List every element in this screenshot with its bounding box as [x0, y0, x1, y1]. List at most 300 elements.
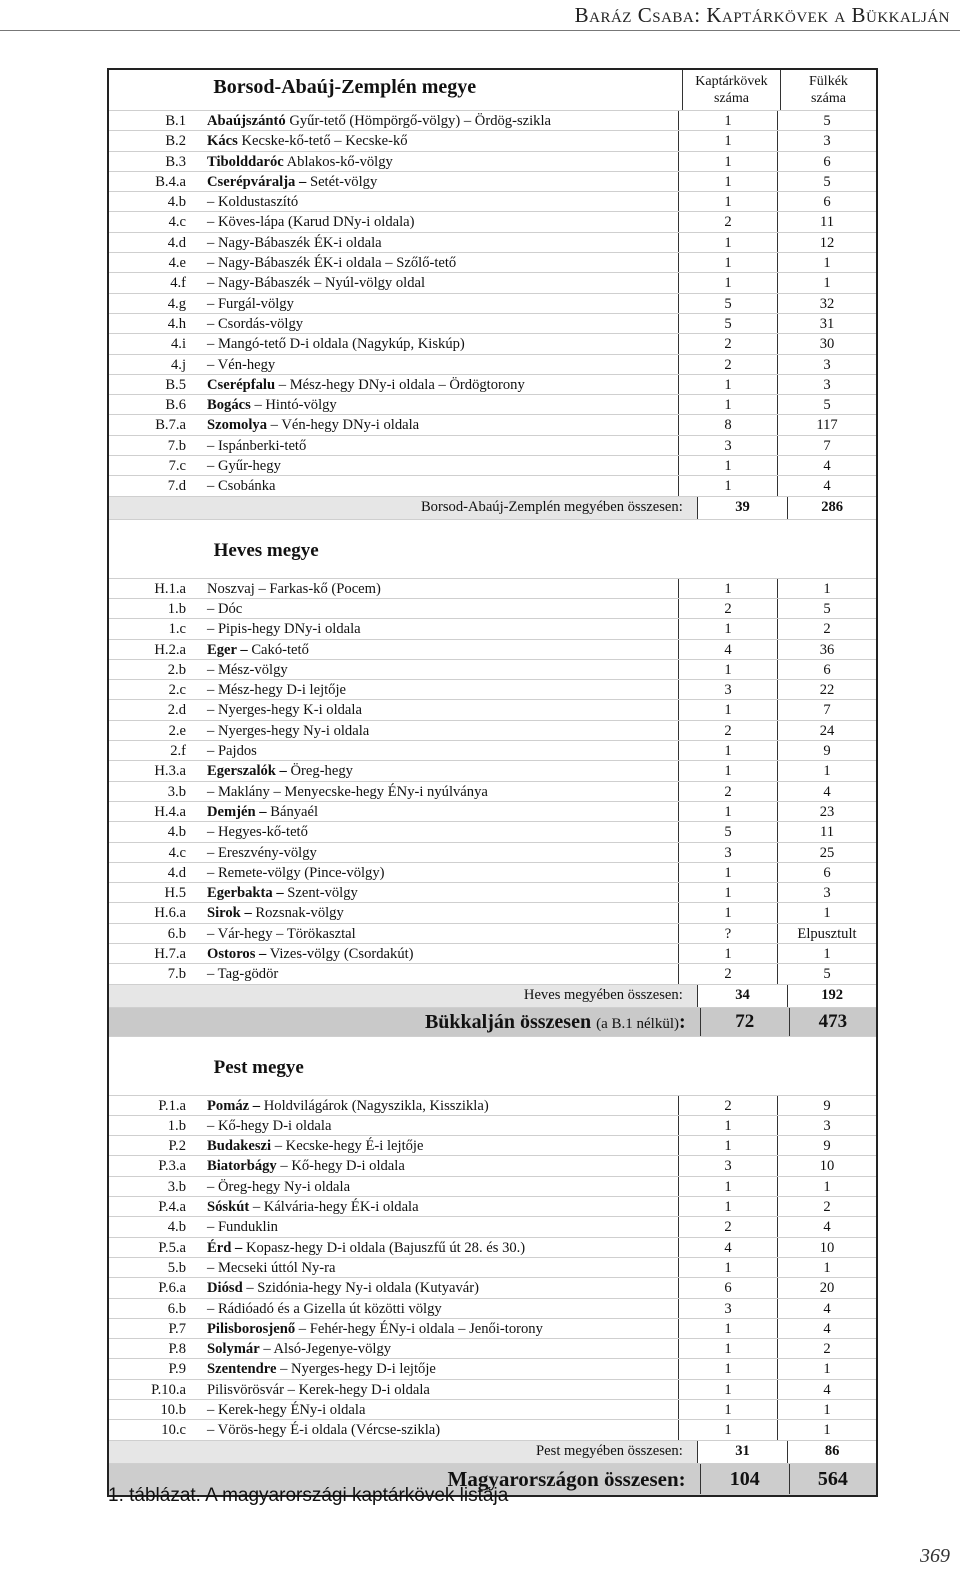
- row-niche: 1: [823, 255, 831, 272]
- row-site: – Nyerges-hegy Ny-i oldala: [207, 722, 370, 739]
- row-location: [195, 1380, 678, 1399]
- row-code: B.2: [165, 133, 186, 150]
- row-niche: 11: [819, 824, 835, 841]
- row-niche: 5: [823, 397, 831, 414]
- row-place: Solymár: [207, 1341, 260, 1358]
- row-location: [195, 964, 678, 983]
- row-location: [195, 1420, 678, 1439]
- table-row: [109, 233, 876, 253]
- row-location: [195, 314, 678, 333]
- row-location: [195, 233, 678, 252]
- row-count: 2: [678, 355, 778, 374]
- row-niche: 1: [823, 1422, 831, 1439]
- col-header-count-line1: Kaptárkövek: [695, 74, 768, 89]
- table-row: [109, 863, 876, 883]
- row-code: 1.c: [168, 621, 186, 638]
- row-site: – Szidónia-hegy Ny-i oldala (Kutyavár): [246, 1280, 479, 1297]
- row-location: [195, 1278, 678, 1297]
- row-niche: 2: [823, 621, 831, 638]
- row-code: P.8: [168, 1341, 186, 1358]
- row-site: – Mész-völgy: [207, 661, 288, 678]
- col-header-niche: [781, 70, 876, 110]
- grand-total-niche: 564: [790, 1464, 876, 1494]
- row-code: 4.b: [167, 1219, 186, 1236]
- row-site: – Hegyes-kő-tető: [207, 824, 308, 841]
- row-niche: 20: [819, 1280, 835, 1297]
- row-location: [195, 1339, 678, 1358]
- row-site: Noszvaj – Farkas-kő (Pocem): [207, 580, 381, 597]
- table-row: [109, 964, 876, 984]
- county-section-heading: [109, 1037, 876, 1096]
- table-row: [109, 1299, 876, 1319]
- row-place: Demjén –: [207, 803, 267, 820]
- row-niche: 1: [823, 1259, 831, 1276]
- row-niche: 11: [819, 214, 835, 231]
- row-code: 4.j: [171, 356, 186, 373]
- row-niche: 6: [823, 194, 831, 211]
- row-location: [195, 619, 678, 638]
- row-site: – Csordás-völgy: [207, 315, 304, 332]
- row-count: 2: [678, 964, 778, 983]
- row-code: 4.d: [167, 864, 186, 881]
- county-heading-title: Heves megye: [213, 539, 319, 561]
- row-site: – Csobánka: [207, 478, 276, 495]
- row-site: – Remete-völgy (Pince-völgy): [207, 864, 385, 881]
- row-niche: 5: [823, 173, 831, 190]
- row-location: [195, 863, 678, 882]
- row-niche: 1: [823, 905, 831, 922]
- row-niche: 3: [823, 885, 831, 902]
- row-place: Cserépfalu: [207, 376, 276, 393]
- row-count: 1: [678, 1339, 778, 1358]
- row-count: 3: [678, 1156, 778, 1175]
- row-niche: 1: [823, 580, 831, 597]
- table-row: [109, 782, 876, 802]
- row-location: [195, 782, 678, 801]
- table-row: [109, 415, 876, 435]
- row-location: [195, 1258, 678, 1277]
- bukkalja-total-row: [109, 1008, 876, 1037]
- table-row: [109, 1400, 876, 1420]
- table-row: [109, 212, 876, 232]
- row-count: 1: [678, 1197, 778, 1216]
- row-code: H.5: [164, 885, 186, 902]
- row-place: Egerbakta –: [207, 885, 284, 902]
- row-location: [195, 1197, 678, 1216]
- table-row: [109, 619, 876, 639]
- row-site: – Nyerges-hegy K-i oldala: [207, 702, 362, 719]
- subtotal-label: Borsod-Abaúj-Zemplén megyében összesen:: [420, 498, 683, 515]
- row-count: 1: [678, 1400, 778, 1419]
- table-row: [109, 944, 876, 964]
- row-location: [195, 721, 678, 740]
- row-code: 4.c: [168, 844, 186, 861]
- row-location: [195, 700, 678, 719]
- row-niche: 9: [823, 1097, 831, 1114]
- row-site: – Mész-hegy DNy-i oldala – Ördögtorony: [278, 376, 525, 393]
- row-site: – Nagy-Bábaszék ÉK-i oldala: [207, 234, 382, 251]
- table-row: [109, 456, 876, 476]
- row-niche: 9: [823, 1138, 831, 1155]
- row-niche: 30: [819, 336, 835, 353]
- row-site: – Alsó-Jegenye-völgy: [263, 1341, 392, 1358]
- row-count: 1: [678, 395, 778, 414]
- row-code: 4.h: [167, 315, 186, 332]
- row-location: [195, 355, 678, 374]
- row-place: Biatorbágy: [207, 1158, 277, 1175]
- row-place: Abaújszántó: [207, 113, 286, 129]
- row-site: – Vén-hegy: [207, 356, 276, 373]
- row-location: [195, 436, 678, 455]
- row-count: 2: [678, 212, 778, 231]
- bukkalja-total-label: [109, 1008, 700, 1036]
- row-site: – Maklány – Menyecske-hegy ÉNy-i nyúlványa: [207, 783, 488, 800]
- subtotal-niche: 86: [788, 1441, 876, 1463]
- row-place: Pomáz –: [207, 1097, 261, 1114]
- row-count: 6: [678, 1278, 778, 1297]
- row-site: – Vén-hegy DNy-i oldala: [270, 417, 420, 434]
- table-body: [109, 111, 876, 1464]
- row-count: 4: [678, 1238, 778, 1257]
- table-row: [109, 721, 876, 741]
- row-niche: 4: [823, 1300, 831, 1317]
- table-row: [109, 640, 876, 660]
- subtotal-count: 31: [697, 1441, 789, 1463]
- row-site: – Köves-lápa (Karud DNy-i oldala): [207, 214, 415, 231]
- row-code: P.6.a: [158, 1280, 186, 1297]
- row-code: P.2: [168, 1138, 186, 1155]
- row-code: 7.b: [167, 966, 186, 983]
- row-count: 1: [678, 1177, 778, 1196]
- row-location: [195, 212, 678, 231]
- col-header-niche-line1: Fülkék: [809, 74, 848, 89]
- row-code: 6.b: [167, 1300, 186, 1317]
- row-site: – Dóc: [207, 600, 243, 617]
- row-site: Szent-völgy: [287, 885, 358, 902]
- row-count: 1: [678, 1258, 778, 1277]
- row-site: Bányaél: [270, 803, 319, 820]
- row-location: [195, 172, 678, 191]
- table-row: [109, 355, 876, 375]
- table-row: [109, 314, 876, 334]
- row-code: H.4.a: [154, 803, 186, 820]
- row-code: H.2.a: [154, 641, 186, 658]
- row-place: Szomolya: [207, 417, 267, 434]
- row-site: – Kálvária-hegy ÉK-i oldala: [252, 1199, 419, 1216]
- table-row: [109, 152, 876, 172]
- row-location: [195, 843, 678, 862]
- row-niche: 5: [823, 966, 831, 983]
- row-code: P.4.a: [158, 1199, 186, 1216]
- row-code: P.3.a: [158, 1158, 186, 1175]
- row-site: – Mangó-tető D-i oldala (Nagykúp, Kiskúp): [207, 336, 465, 353]
- table-row: [109, 599, 876, 619]
- row-code: H.1.a: [154, 580, 186, 597]
- table-row: [109, 1339, 876, 1359]
- row-count: 1: [678, 131, 778, 150]
- row-site: Vizes-völgy (Csordakút): [269, 945, 414, 962]
- row-site: Pilisvörösvár – Kerek-hegy D-i oldala: [207, 1381, 430, 1398]
- row-count: 1: [678, 1420, 778, 1439]
- row-site: Setét-völgy: [309, 173, 378, 190]
- row-niche: 4: [823, 783, 831, 800]
- subtotal-label: Heves megyében összesen:: [523, 986, 683, 1003]
- row-site: Rozsnak-völgy: [255, 905, 344, 922]
- row-site: – Hintó-völgy: [254, 397, 337, 414]
- row-niche: 3: [823, 133, 831, 150]
- row-code: H.7.a: [154, 945, 186, 962]
- row-site: – Koldustaszító: [207, 194, 299, 211]
- row-site: – Pajdos: [207, 743, 257, 760]
- row-niche: 6: [823, 153, 831, 170]
- row-niche: 1: [823, 1361, 831, 1378]
- row-site: – Kerek-hegy ÉNy-i oldala: [207, 1402, 366, 1419]
- row-niche: 22: [819, 682, 835, 699]
- subtotal-count: 34: [697, 985, 789, 1007]
- row-location: [195, 1116, 678, 1135]
- row-code: 6.b: [167, 925, 186, 942]
- row-place: Egerszalók –: [207, 763, 287, 780]
- row-niche: Elpusztult: [797, 925, 857, 942]
- row-place: Ostoros –: [207, 945, 267, 962]
- row-niche: 5: [823, 600, 831, 617]
- row-location: [195, 1238, 678, 1257]
- row-code: 3.b: [167, 1178, 186, 1195]
- row-site: – Mecseki úttól Ny-ra: [207, 1259, 336, 1276]
- row-code: B.4.a: [155, 173, 186, 190]
- row-place: Bogács: [207, 397, 251, 414]
- row-site: Gyűr-tető (Hömpörgő-völgy) – Ördög-szikla: [289, 113, 551, 129]
- row-location: [195, 294, 678, 313]
- row-code: H.3.a: [154, 763, 186, 780]
- row-count: 1: [678, 253, 778, 272]
- header-code-cell: [109, 70, 201, 110]
- row-code: P.10.a: [151, 1381, 186, 1398]
- county-subtotal-row: [109, 1441, 876, 1464]
- row-count: 1: [678, 883, 778, 902]
- row-count: 3: [678, 1299, 778, 1318]
- row-niche: 24: [819, 722, 835, 739]
- table-row: [109, 436, 876, 456]
- row-site: – Tag-gödör: [207, 966, 279, 983]
- row-code: P.7: [168, 1320, 186, 1337]
- row-code: B.5: [165, 376, 186, 393]
- table-row: [109, 1258, 876, 1278]
- row-site: – Furgál-völgy: [207, 295, 294, 312]
- row-code: 2.f: [170, 743, 186, 760]
- row-code: B.1: [165, 113, 186, 129]
- row-site: – Fehér-hegy ÉNy-i oldala – Jenői-torony: [298, 1320, 543, 1337]
- row-niche: 3: [823, 376, 831, 393]
- row-count: 1: [678, 273, 778, 292]
- table-row: [109, 579, 876, 599]
- row-site: – Ispánberki-tető: [207, 437, 307, 454]
- row-site: – Funduklin: [207, 1219, 278, 1236]
- row-code: 10.c: [161, 1422, 186, 1439]
- row-niche: 1: [823, 1178, 831, 1195]
- row-site: Holdvilágárok (Nagyszikla, Kisszikla): [263, 1097, 489, 1114]
- row-location: [195, 822, 678, 841]
- table-row: [109, 1319, 876, 1339]
- row-count: 1: [678, 1380, 778, 1399]
- row-code: 4.b: [167, 824, 186, 841]
- row-count: 1: [678, 172, 778, 191]
- row-location: [195, 579, 678, 598]
- kaptarko-table: [107, 68, 878, 1497]
- county-title: Borsod-Abaúj-Zemplén megye: [213, 76, 477, 98]
- row-count: 3: [678, 436, 778, 455]
- table-row: [109, 131, 876, 151]
- row-count: 1: [678, 375, 778, 394]
- row-count: 8: [678, 415, 778, 434]
- row-count: 1: [678, 456, 778, 475]
- row-code: 4.d: [167, 234, 186, 251]
- county-heading-niche: [781, 1037, 876, 1095]
- row-code: B.3: [165, 153, 186, 170]
- row-count: 2: [678, 1096, 778, 1115]
- row-place: Pilisborosjenő: [207, 1320, 296, 1337]
- row-niche: 117: [816, 417, 838, 434]
- county-heading-title: Pest megye: [213, 1056, 304, 1078]
- county-subtotal-row: [109, 497, 876, 520]
- row-niche: 36: [819, 641, 835, 658]
- row-location: [195, 273, 678, 292]
- row-count: 1: [678, 579, 778, 598]
- row-niche: 1: [823, 763, 831, 780]
- county-section-heading: [109, 520, 876, 579]
- row-site: Kopasz-hegy D-i oldala (Bajuszfű út 28. és 30.): [245, 1239, 526, 1256]
- row-count: 2: [678, 1217, 778, 1236]
- row-code: 7.d: [167, 478, 186, 495]
- row-location: [195, 1400, 678, 1419]
- row-code: 3.b: [167, 783, 186, 800]
- row-location: [195, 640, 678, 659]
- table-row: [109, 476, 876, 496]
- table-row: [109, 172, 876, 192]
- row-code: 4.f: [170, 275, 186, 292]
- row-location: [195, 1096, 678, 1115]
- row-count: 3: [678, 843, 778, 862]
- row-count: ?: [678, 924, 778, 943]
- row-niche: 9: [823, 743, 831, 760]
- subtotal-niche: 286: [788, 497, 876, 519]
- row-niche: 7: [823, 437, 831, 454]
- row-niche: 1: [823, 1402, 831, 1419]
- table-row: [109, 1359, 876, 1379]
- row-count: 2: [678, 334, 778, 353]
- row-site: Ablakos-kő-völgy: [286, 153, 393, 170]
- row-code: 2.c: [168, 682, 186, 699]
- table-row: [109, 1136, 876, 1156]
- row-count: 1: [678, 863, 778, 882]
- row-location: [195, 944, 678, 963]
- row-niche: 3: [823, 1117, 831, 1134]
- row-count: 1: [678, 700, 778, 719]
- row-niche: 10: [819, 1158, 835, 1175]
- row-niche: 4: [823, 1381, 831, 1398]
- row-location: [195, 903, 678, 922]
- table-row: [109, 903, 876, 923]
- row-code: P.9: [168, 1361, 186, 1378]
- row-location: [195, 152, 678, 171]
- row-niche: 4: [823, 1219, 831, 1236]
- row-location: [195, 1156, 678, 1175]
- table-row: [109, 1177, 876, 1197]
- table-row: [109, 1238, 876, 1258]
- row-place: Tibolddaróc: [207, 153, 284, 170]
- row-niche: 23: [819, 803, 835, 820]
- row-niche: 6: [823, 864, 831, 881]
- row-site: – Gyűr-hegy: [207, 458, 281, 475]
- row-site: – Kő-hegy D-i oldala: [207, 1117, 332, 1134]
- row-place: Szentendre: [207, 1361, 277, 1378]
- row-count: 1: [678, 111, 778, 130]
- table-row: [109, 1156, 876, 1176]
- table-row: [109, 843, 876, 863]
- row-count: 1: [678, 761, 778, 780]
- row-place: Budakeszi: [207, 1138, 272, 1155]
- grand-total-label: Magyarországon összesen:: [447, 1466, 686, 1491]
- row-count: 1: [678, 741, 778, 760]
- row-code: 4.i: [171, 336, 186, 353]
- table-row: [109, 395, 876, 415]
- row-code: 7.c: [168, 458, 186, 475]
- row-niche: 4: [823, 458, 831, 475]
- row-location: [195, 1359, 678, 1378]
- row-location: [195, 415, 678, 434]
- table-row: [109, 1380, 876, 1400]
- table-row: [109, 822, 876, 842]
- row-code: 4.g: [167, 295, 186, 312]
- county-heading-niche: [781, 520, 876, 578]
- row-site: – Ereszvény-völgy: [207, 844, 317, 861]
- row-site: – Kő-hegy D-i oldala: [280, 1158, 405, 1175]
- subtotal-count: 39: [697, 497, 789, 519]
- row-location: [195, 1319, 678, 1338]
- row-site: – Öreg-hegy Ny-i oldala: [207, 1178, 351, 1195]
- row-code: H.6.a: [154, 905, 186, 922]
- row-site: – Vár-hegy – Törökasztal: [207, 925, 356, 942]
- bukkalja-total-count: 72: [700, 1008, 790, 1036]
- grand-total-count: 104: [700, 1464, 790, 1494]
- row-count: 5: [678, 294, 778, 313]
- table-row: [109, 1420, 876, 1440]
- row-location: [195, 761, 678, 780]
- row-code: B.7.a: [155, 417, 186, 434]
- row-count: 1: [678, 1359, 778, 1378]
- row-count: 1: [678, 903, 778, 922]
- row-location: [195, 395, 678, 414]
- county-heading-count: [683, 520, 780, 578]
- page-number: 369: [920, 1545, 950, 1567]
- row-niche: 4: [823, 478, 831, 495]
- row-place: Cserépváralja –: [207, 173, 307, 190]
- row-code: 2.e: [168, 722, 186, 739]
- table-row: [109, 802, 876, 822]
- table-row: [109, 660, 876, 680]
- row-location: [195, 334, 678, 353]
- subtotal-niche: 192: [788, 985, 876, 1007]
- row-location: [195, 924, 678, 943]
- row-code: 2.b: [167, 661, 186, 678]
- table-row: [109, 1278, 876, 1298]
- county-subtotal-row: [109, 985, 876, 1008]
- row-count: 5: [678, 314, 778, 333]
- row-count: 2: [678, 721, 778, 740]
- row-count: 1: [678, 619, 778, 638]
- row-place: Érd –: [207, 1239, 243, 1256]
- row-count: 1: [678, 802, 778, 821]
